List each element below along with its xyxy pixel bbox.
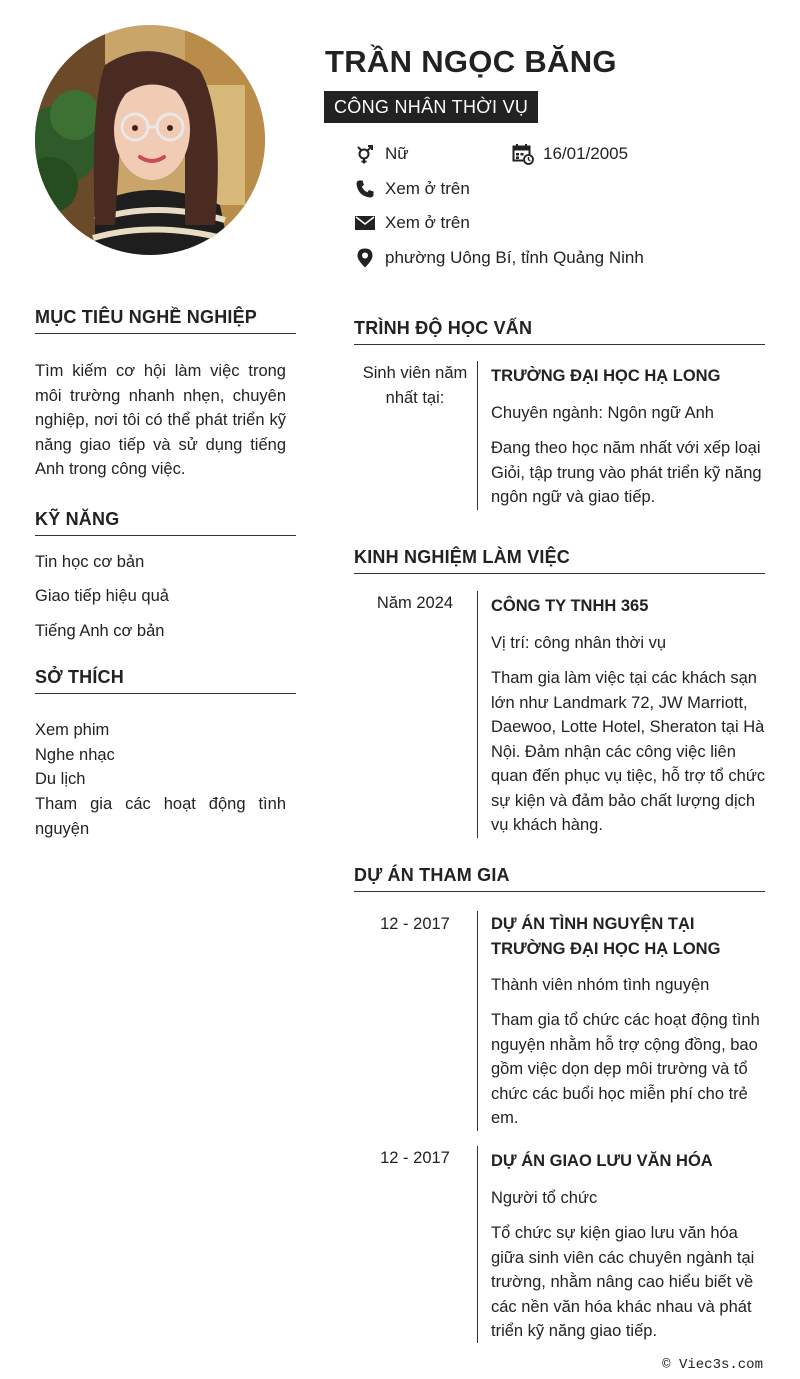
project-date: 12 - 2017	[380, 915, 450, 933]
experience-role: Vị trí: công nhân thời vụ	[491, 634, 666, 652]
timeline-line	[477, 361, 478, 510]
project-title: DỰ ÁN GIAO LƯU VĂN HÓA	[491, 1152, 713, 1170]
gender-icon	[354, 143, 376, 165]
project-date: 12 - 2017	[380, 1149, 450, 1167]
hobby-item: Du lịch	[35, 770, 86, 788]
skill-item: Tiếng Anh cơ bản	[35, 622, 165, 640]
phone-icon	[354, 178, 376, 200]
objective-text: Tìm kiếm cơ hội làm việc trong môi trường nhanh nhẹn, chuyên nghiệp, nơi tôi có thể phát triển kỹ năng giao tiếp và sử dụng tiếng Anh trong công việc.	[35, 362, 286, 478]
project-title: DỰ ÁN TÌNH NGUYỆN TẠI TRƯỜNG ĐẠI HỌC HẠ LONG	[491, 915, 721, 958]
experience-company: CÔNG TY TNHH 365	[491, 597, 649, 615]
gender-value: Nữ	[385, 144, 409, 163]
phone-row	[354, 178, 470, 200]
projects-title: DỰ ÁN THAM GIA	[354, 865, 765, 892]
hobby-item: Tham gia các hoạt động tình nguyện	[35, 795, 286, 838]
skill-item: Tin học cơ bản	[35, 553, 145, 571]
skill-item: Giao tiếp hiệu quả	[35, 587, 169, 605]
education-date: Sinh viên năm nhất tại:	[362, 364, 468, 407]
gender-row	[354, 143, 409, 165]
objective-title: MỤC TIÊU NGHỀ NGHIỆP	[35, 307, 296, 334]
birthday-value: 16/01/2005	[543, 144, 629, 163]
hobby-item: Nghe nhạc	[35, 746, 115, 764]
project-desc: Tổ chức sự kiện giao lưu văn hóa giữa sinh viên các chuyên ngành tại trường, nhằm nâng cao hiểu biết về các nền văn hóa khác nhau và phát triển kỹ năng giao tiếp.	[491, 1224, 755, 1340]
timeline-line	[477, 591, 478, 838]
footer-credit: © Viec3s.com	[662, 1357, 763, 1373]
map-pin-icon	[354, 247, 376, 269]
experience-title: KINH NGHIỆM LÀM VIỆC	[354, 547, 765, 574]
avatar	[35, 25, 265, 255]
project-role: Người tổ chức	[491, 1189, 598, 1207]
project-role: Thành viên nhóm tình nguyện	[491, 976, 710, 994]
birthday-row	[512, 143, 628, 165]
project-desc: Tham gia tổ chức các hoạt động tình nguyện nhằm hỗ trợ cộng đồng, bao gồm việc dọn dẹp môi trường và tổ chức các buổi học miễn phí cho trẻ em.	[491, 1011, 760, 1127]
candidate-name: TRẦN NGỌC BĂNG	[325, 44, 617, 79]
timeline-line	[477, 911, 478, 1131]
hobby-item: Xem phim	[35, 721, 110, 739]
experience-desc: Tham gia làm việc tại các khách sạn lớn như Landmark 72, JW Marriott, Daewoo, Lotte Hotel, Sheraton tại Hà Nội. Đảm nhận các công việc liên quan đến phục vụ tiệc, hỗ trợ tổ chức sự kiện và đảm bảo chất lượng dịch vụ khách hàng.	[491, 669, 766, 834]
hobbies-title: SỞ THÍCH	[35, 667, 296, 694]
address-value: phường Uông Bí, tỉnh Quảng Ninh	[385, 248, 644, 267]
address-row	[354, 247, 644, 269]
education-title: TRÌNH ĐỘ HỌC VẤN	[354, 318, 765, 345]
experience-date: Năm 2024	[376, 594, 454, 612]
email-row	[354, 212, 470, 234]
skills-title: KỸ NĂNG	[35, 509, 296, 536]
email-value: Xem ở trên	[385, 213, 470, 232]
phone-value: Xem ở trên	[385, 179, 470, 198]
education-desc: Đang theo học năm nhất với xếp loại Giỏi, tập trung vào phát triển kỹ năng ngôn ngữ và giao tiếp.	[491, 439, 762, 506]
envelope-icon	[354, 212, 376, 234]
position-badge: CÔNG NHÂN THỜI VỤ	[324, 91, 538, 123]
education-major: Chuyên ngành: Ngôn ngữ Anh	[491, 404, 714, 422]
education-school: TRƯỜNG ĐẠI HỌC HẠ LONG	[491, 367, 721, 385]
calendar-icon	[512, 143, 534, 165]
timeline-line	[477, 1146, 478, 1343]
